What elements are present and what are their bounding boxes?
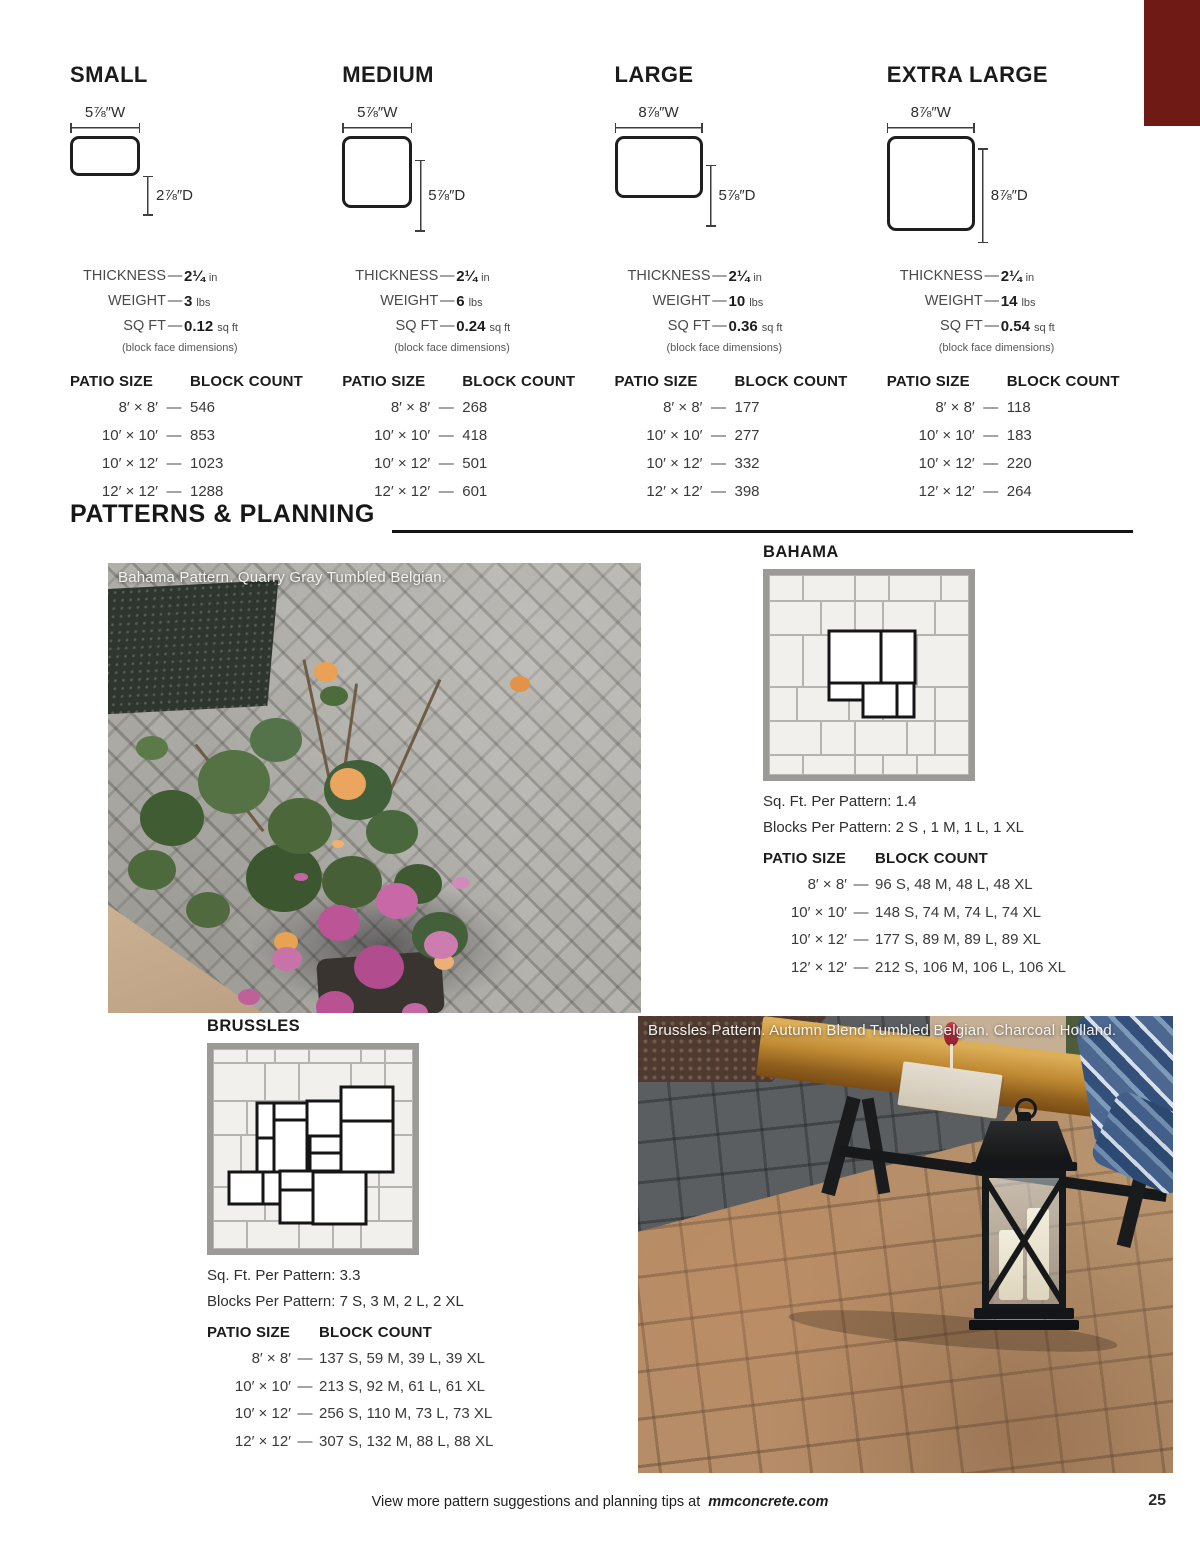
block-count: 418	[462, 427, 488, 444]
block-count: 1023	[190, 455, 224, 472]
block-outline	[887, 136, 975, 231]
pattern-title: BRUSSLES	[207, 1017, 301, 1035]
spec-value-group	[1001, 290, 1133, 315]
spec-value-group	[184, 315, 316, 340]
pattern-title: BAHAMA	[763, 543, 839, 561]
patio-table-header	[207, 1321, 552, 1345]
spec-value-group	[456, 265, 588, 290]
col-block-count: BLOCK COUNT	[190, 373, 304, 390]
patio-table	[763, 871, 1093, 981]
table-row	[207, 1400, 552, 1428]
width-dimension-label: 8⅞″W	[910, 104, 951, 121]
section-rule	[392, 530, 1133, 533]
blocks-value: 7 S, 3 M, 2 L, 2 XL	[339, 1293, 464, 1310]
plant-foliage	[268, 798, 332, 854]
dash: —	[853, 931, 869, 948]
block-count: 213 S, 92 M, 61 L, 61 XL	[319, 1377, 485, 1395]
table-row	[342, 478, 588, 506]
spec-unit: in	[481, 272, 490, 284]
size-title: MEDIUM	[342, 62, 434, 87]
spec-row	[342, 265, 588, 290]
size-title: EXTRA LARGE	[886, 62, 1049, 87]
bahama-pattern-photo	[108, 563, 641, 1013]
spec-row	[887, 290, 1133, 315]
spec-value: 0.54	[1000, 318, 1030, 335]
dash: —	[983, 427, 999, 444]
spec-list	[342, 265, 588, 340]
spec-unit: lbs	[749, 297, 764, 309]
lantern-roof	[975, 1121, 1073, 1163]
block-count: 1288	[190, 483, 224, 500]
spec-value: 0.12	[184, 318, 214, 335]
dash: —	[984, 318, 999, 334]
block-outline	[615, 136, 703, 198]
spec-row	[615, 265, 861, 290]
patio-size: 10′ × 12′	[234, 1405, 291, 1422]
lantern-finial	[1017, 1112, 1031, 1122]
spec-list	[887, 265, 1133, 340]
depth-dimension-label: 8⅞″D	[990, 187, 1028, 204]
table-row	[615, 450, 861, 478]
size-column	[342, 62, 588, 506]
dash: —	[712, 268, 727, 284]
block-count: 277	[734, 427, 760, 444]
patio-size: 10′ × 10′	[234, 1377, 291, 1395]
block-count: 601	[462, 483, 488, 500]
spec-note: (block face dimensions)	[938, 342, 1055, 354]
patio-size: 10′ × 12′	[790, 931, 847, 948]
orange-flowers	[330, 768, 366, 800]
block-count: 264	[1006, 483, 1032, 500]
brussles-pattern-photo	[638, 1016, 1173, 1473]
spec-value-group	[456, 315, 588, 340]
spec-label: SQ FT	[667, 318, 711, 334]
patio-size: 12′ × 12′	[918, 483, 975, 500]
size-column	[615, 62, 861, 506]
block-count: 546	[190, 399, 216, 416]
spec-value-group	[729, 290, 861, 315]
dash: —	[166, 483, 182, 500]
width-dimension-label: 5⅞″W	[357, 104, 398, 121]
spec-label: THICKNESS	[899, 268, 983, 284]
depth-dimension-label: 5⅞″D	[428, 187, 466, 204]
spec-row	[615, 290, 861, 315]
spec-note: (block face dimensions)	[666, 342, 783, 354]
dash: —	[167, 293, 183, 309]
dash: —	[983, 483, 999, 500]
spec-row	[70, 265, 316, 290]
block-outline	[342, 136, 412, 208]
lantern-body	[982, 1171, 1066, 1311]
spec-label: THICKNESS	[627, 268, 711, 284]
col-patio-size: PATIO SIZE	[763, 850, 847, 867]
spec-label: THICKNESS	[355, 268, 439, 284]
patio-size: 8′ × 8′	[251, 1350, 291, 1367]
block-count: 177 S, 89 M, 89 L, 89 XL	[875, 931, 1041, 948]
col-block-count: BLOCK COUNT	[319, 1324, 433, 1341]
table-row	[342, 394, 588, 422]
dash: —	[438, 483, 454, 500]
block-count: 307 S, 132 M, 88 L, 88 XL	[319, 1432, 494, 1450]
size-columns	[70, 62, 1133, 506]
dash: —	[438, 427, 454, 444]
dash: —	[440, 293, 455, 309]
dash: —	[166, 427, 182, 444]
spec-value: 2¼	[728, 268, 750, 285]
depth-arrow	[980, 148, 986, 243]
spec-value: 2¼	[1000, 268, 1022, 285]
dash: —	[166, 399, 182, 416]
dash: —	[440, 268, 455, 284]
spec-unit: sq ft	[761, 322, 783, 334]
size-title: LARGE	[614, 62, 694, 87]
width-dimension-label: 8⅞″W	[638, 104, 679, 121]
dash: —	[438, 399, 454, 416]
planter-pot	[316, 951, 445, 1013]
spec-row	[342, 290, 588, 315]
table-row	[615, 422, 861, 450]
block-count: 137 S, 59 M, 39 L, 39 XL	[319, 1350, 485, 1367]
patio-table	[70, 394, 316, 506]
col-patio-size: PATIO SIZE	[70, 373, 154, 390]
spec-label: SQ FT	[940, 318, 983, 334]
blocks-per-pattern	[207, 1289, 552, 1315]
spec-value: 3	[184, 293, 193, 310]
candle-lantern	[971, 1108, 1077, 1348]
spec-value-group	[456, 290, 588, 315]
spec-value: 0.36	[728, 318, 758, 335]
patio-table	[615, 394, 861, 506]
dash: —	[440, 318, 455, 334]
block-count: 148 S, 74 M, 74 L, 74 XL	[875, 903, 1041, 921]
table-row	[70, 422, 316, 450]
dash: —	[984, 268, 999, 284]
patio-size: 12′ × 12′	[790, 958, 847, 976]
patio-size: 8′ × 8′	[663, 399, 703, 416]
spec-value-group	[184, 265, 316, 290]
spec-value-group	[1001, 265, 1133, 290]
patio-table	[887, 394, 1133, 506]
dash: —	[297, 1377, 313, 1395]
spec-value: 2¼	[456, 268, 478, 285]
bahama-pattern-section	[763, 543, 1093, 981]
block-count: 220	[1006, 455, 1032, 472]
spec-label: WEIGHT	[924, 293, 983, 309]
spec-unit: lbs	[468, 297, 483, 309]
block-count: 268	[462, 399, 488, 416]
photo-caption: Brussles Pattern. Autumn Blend Tumbled Belgian. Charcoal Holland.	[648, 1022, 1117, 1039]
col-patio-size: PATIO SIZE	[614, 373, 698, 390]
blocks-label: Blocks Per Pattern:	[207, 1293, 336, 1310]
table-row	[763, 954, 1093, 982]
width-arrow	[615, 125, 703, 131]
block-count: 398	[734, 483, 760, 500]
lantern-foot	[969, 1320, 1079, 1330]
width-arrow	[887, 125, 975, 131]
patio-table-header	[342, 370, 588, 394]
size-column	[70, 62, 316, 506]
patio-size: 10′ × 10′	[646, 427, 703, 444]
spec-value-group	[184, 290, 316, 315]
patio-size: 10′ × 12′	[918, 455, 975, 472]
col-patio-size: PATIO SIZE	[342, 373, 426, 390]
sqft-per-pattern	[207, 1263, 552, 1289]
footer-link[interactable]: mmconcrete.com	[708, 1494, 829, 1510]
dash: —	[983, 399, 999, 416]
spec-row	[70, 315, 316, 340]
table-row	[763, 899, 1093, 927]
width-dimension-label: 5⅞″W	[84, 104, 126, 121]
patio-size: 12′ × 12′	[101, 483, 158, 500]
dash: —	[167, 318, 183, 334]
dash: —	[297, 1350, 313, 1367]
page-number: 25	[1148, 1492, 1166, 1509]
patio-size: 10′ × 10′	[101, 427, 158, 444]
patterns-section-title: PATTERNS & PLANNING	[70, 500, 375, 528]
table-row	[207, 1428, 552, 1456]
patio-size: 10′ × 10′	[374, 427, 431, 444]
spec-unit: in	[753, 272, 762, 284]
table-row	[342, 422, 588, 450]
dash: —	[853, 903, 869, 921]
spec-row	[615, 315, 861, 340]
patio-size: 12′ × 12′	[646, 483, 703, 500]
lantern-eave	[971, 1162, 1077, 1171]
block-dimension-diagram	[342, 103, 588, 255]
table-row	[207, 1345, 552, 1373]
table-row	[887, 450, 1133, 478]
spec-unit: sq ft	[1033, 322, 1055, 334]
spec-unit: lbs	[1021, 297, 1036, 309]
spec-unit: sq ft	[217, 322, 238, 334]
dark-mat	[108, 580, 278, 715]
patio-table	[342, 394, 588, 506]
block-count: 332	[734, 455, 760, 472]
depth-arrow	[417, 160, 423, 232]
blocks-value: 2 S , 1 M, 1 L, 1 XL	[895, 819, 1024, 836]
sqft-value: 1.4	[895, 793, 917, 810]
bahama-pattern-diagram	[763, 569, 975, 781]
block-count: 177	[734, 399, 760, 416]
spec-label: WEIGHT	[108, 293, 166, 309]
dash: —	[984, 293, 999, 309]
block-count: 212 S, 106 M, 106 L, 106 XL	[875, 958, 1066, 976]
block-count: 501	[462, 455, 488, 472]
col-block-count: BLOCK COUNT	[734, 373, 848, 390]
spec-value-group	[729, 265, 861, 290]
patio-table	[207, 1345, 552, 1455]
col-patio-size: PATIO SIZE	[207, 1324, 291, 1341]
block-count: 96 S, 48 M, 48 L, 48 XL	[875, 876, 1033, 893]
depth-arrow	[145, 176, 151, 216]
patio-table-header	[763, 847, 1093, 871]
dash: —	[438, 455, 454, 472]
table-row	[763, 871, 1093, 899]
spec-label: SQ FT	[123, 318, 166, 334]
spec-row	[887, 265, 1133, 290]
spec-label: THICKNESS	[83, 268, 166, 284]
patio-size: 10′ × 12′	[374, 455, 431, 472]
dash: —	[983, 455, 999, 472]
spec-unit: in	[1025, 272, 1035, 284]
spec-row	[70, 290, 316, 315]
patio-size: 8′ × 8′	[390, 399, 431, 416]
lantern-base	[974, 1308, 1074, 1319]
spec-value: 6	[456, 293, 465, 310]
table-row	[763, 926, 1093, 954]
blocks-label: Blocks Per Pattern:	[763, 819, 892, 836]
table-row	[887, 394, 1133, 422]
depth-dimension-label: 2⅞″D	[156, 187, 193, 204]
block-dimension-diagram	[615, 103, 861, 255]
width-arrow	[70, 125, 140, 131]
page-corner-accent	[1144, 0, 1200, 126]
col-block-count: BLOCK COUNT	[875, 850, 989, 867]
table-row	[615, 394, 861, 422]
block-outline	[70, 136, 140, 176]
table-row	[887, 478, 1133, 506]
col-patio-size: PATIO SIZE	[886, 373, 970, 390]
size-title: SMALL	[70, 62, 148, 87]
dash: —	[711, 483, 726, 500]
blocks-per-pattern	[763, 815, 1093, 841]
dash: —	[853, 958, 869, 976]
col-block-count: BLOCK COUNT	[1006, 373, 1120, 390]
patio-size: 10′ × 12′	[101, 455, 158, 472]
spec-value: 10	[728, 293, 746, 310]
spec-value-group	[729, 315, 861, 340]
photo-caption: Bahama Pattern. Quarry Gray Tumbled Belgian.	[118, 569, 447, 586]
block-dimension-diagram	[887, 103, 1133, 255]
spec-note: (block face dimensions)	[394, 342, 510, 354]
spec-note: (block face dimensions)	[122, 342, 238, 354]
patio-size: 10′ × 12′	[646, 455, 703, 472]
dash: —	[712, 293, 727, 309]
spec-unit: in	[208, 272, 218, 284]
patio-table-header	[615, 370, 861, 394]
footer	[0, 1494, 1200, 1510]
table-row	[615, 478, 861, 506]
table-row	[70, 450, 316, 478]
depth-arrow	[708, 165, 714, 227]
size-column	[887, 62, 1133, 506]
spec-row	[342, 315, 588, 340]
brussles-pattern-section	[207, 1017, 552, 1455]
sqft-per-pattern	[763, 789, 1093, 815]
pink-flowers	[376, 883, 418, 919]
sqft-value: 3.3	[339, 1267, 361, 1284]
block-count: 118	[1006, 399, 1031, 416]
col-block-count: BLOCK COUNT	[462, 373, 576, 390]
patio-size: 8′ × 8′	[807, 876, 847, 893]
patio-size: 10′ × 10′	[918, 427, 975, 444]
dash: —	[711, 427, 726, 444]
spec-label: SQ FT	[395, 318, 439, 334]
spec-list	[615, 265, 861, 340]
dash: —	[853, 876, 869, 893]
table-row	[887, 422, 1133, 450]
patio-table-header	[887, 370, 1133, 394]
block-dimension-diagram	[70, 103, 316, 255]
patio-size: 8′ × 8′	[935, 399, 975, 416]
spec-unit: sq ft	[489, 322, 511, 334]
dash: —	[297, 1432, 313, 1450]
dash: —	[166, 455, 182, 472]
patio-size: 12′ × 12′	[234, 1432, 291, 1450]
table-row	[207, 1373, 552, 1401]
spec-row	[887, 315, 1133, 340]
patio-size: 8′ × 8′	[118, 399, 158, 416]
dash: —	[167, 268, 183, 284]
block-count: 256 S, 110 M, 73 L, 73 XL	[319, 1405, 493, 1422]
sqft-label: Sq. Ft. Per Pattern:	[207, 1267, 336, 1284]
brussles-pattern-diagram	[207, 1043, 419, 1255]
patio-size: 10′ × 10′	[790, 903, 847, 921]
dash: —	[712, 318, 727, 334]
spec-value: 14	[1000, 293, 1018, 310]
width-arrow	[342, 125, 412, 131]
spec-value: 2¼	[184, 268, 205, 285]
spec-label: WEIGHT	[652, 293, 711, 309]
sqft-label: Sq. Ft. Per Pattern:	[763, 793, 892, 810]
dash: —	[711, 455, 726, 472]
table-row	[70, 394, 316, 422]
dash: —	[297, 1405, 313, 1422]
spec-value: 0.24	[456, 318, 486, 335]
spec-unit: lbs	[196, 297, 211, 309]
block-count: 183	[1006, 427, 1032, 444]
spec-label: WEIGHT	[380, 293, 439, 309]
dash: —	[711, 399, 726, 416]
depth-dimension-label: 5⅞″D	[718, 187, 756, 204]
block-count: 853	[190, 427, 216, 444]
spec-list	[70, 265, 316, 340]
table-row	[342, 450, 588, 478]
footer-text: View more pattern suggestions and planning tips at	[371, 1494, 701, 1510]
patio-size: 12′ × 12′	[374, 483, 431, 500]
patio-table-header	[70, 370, 316, 394]
spec-value-group	[1001, 315, 1133, 340]
